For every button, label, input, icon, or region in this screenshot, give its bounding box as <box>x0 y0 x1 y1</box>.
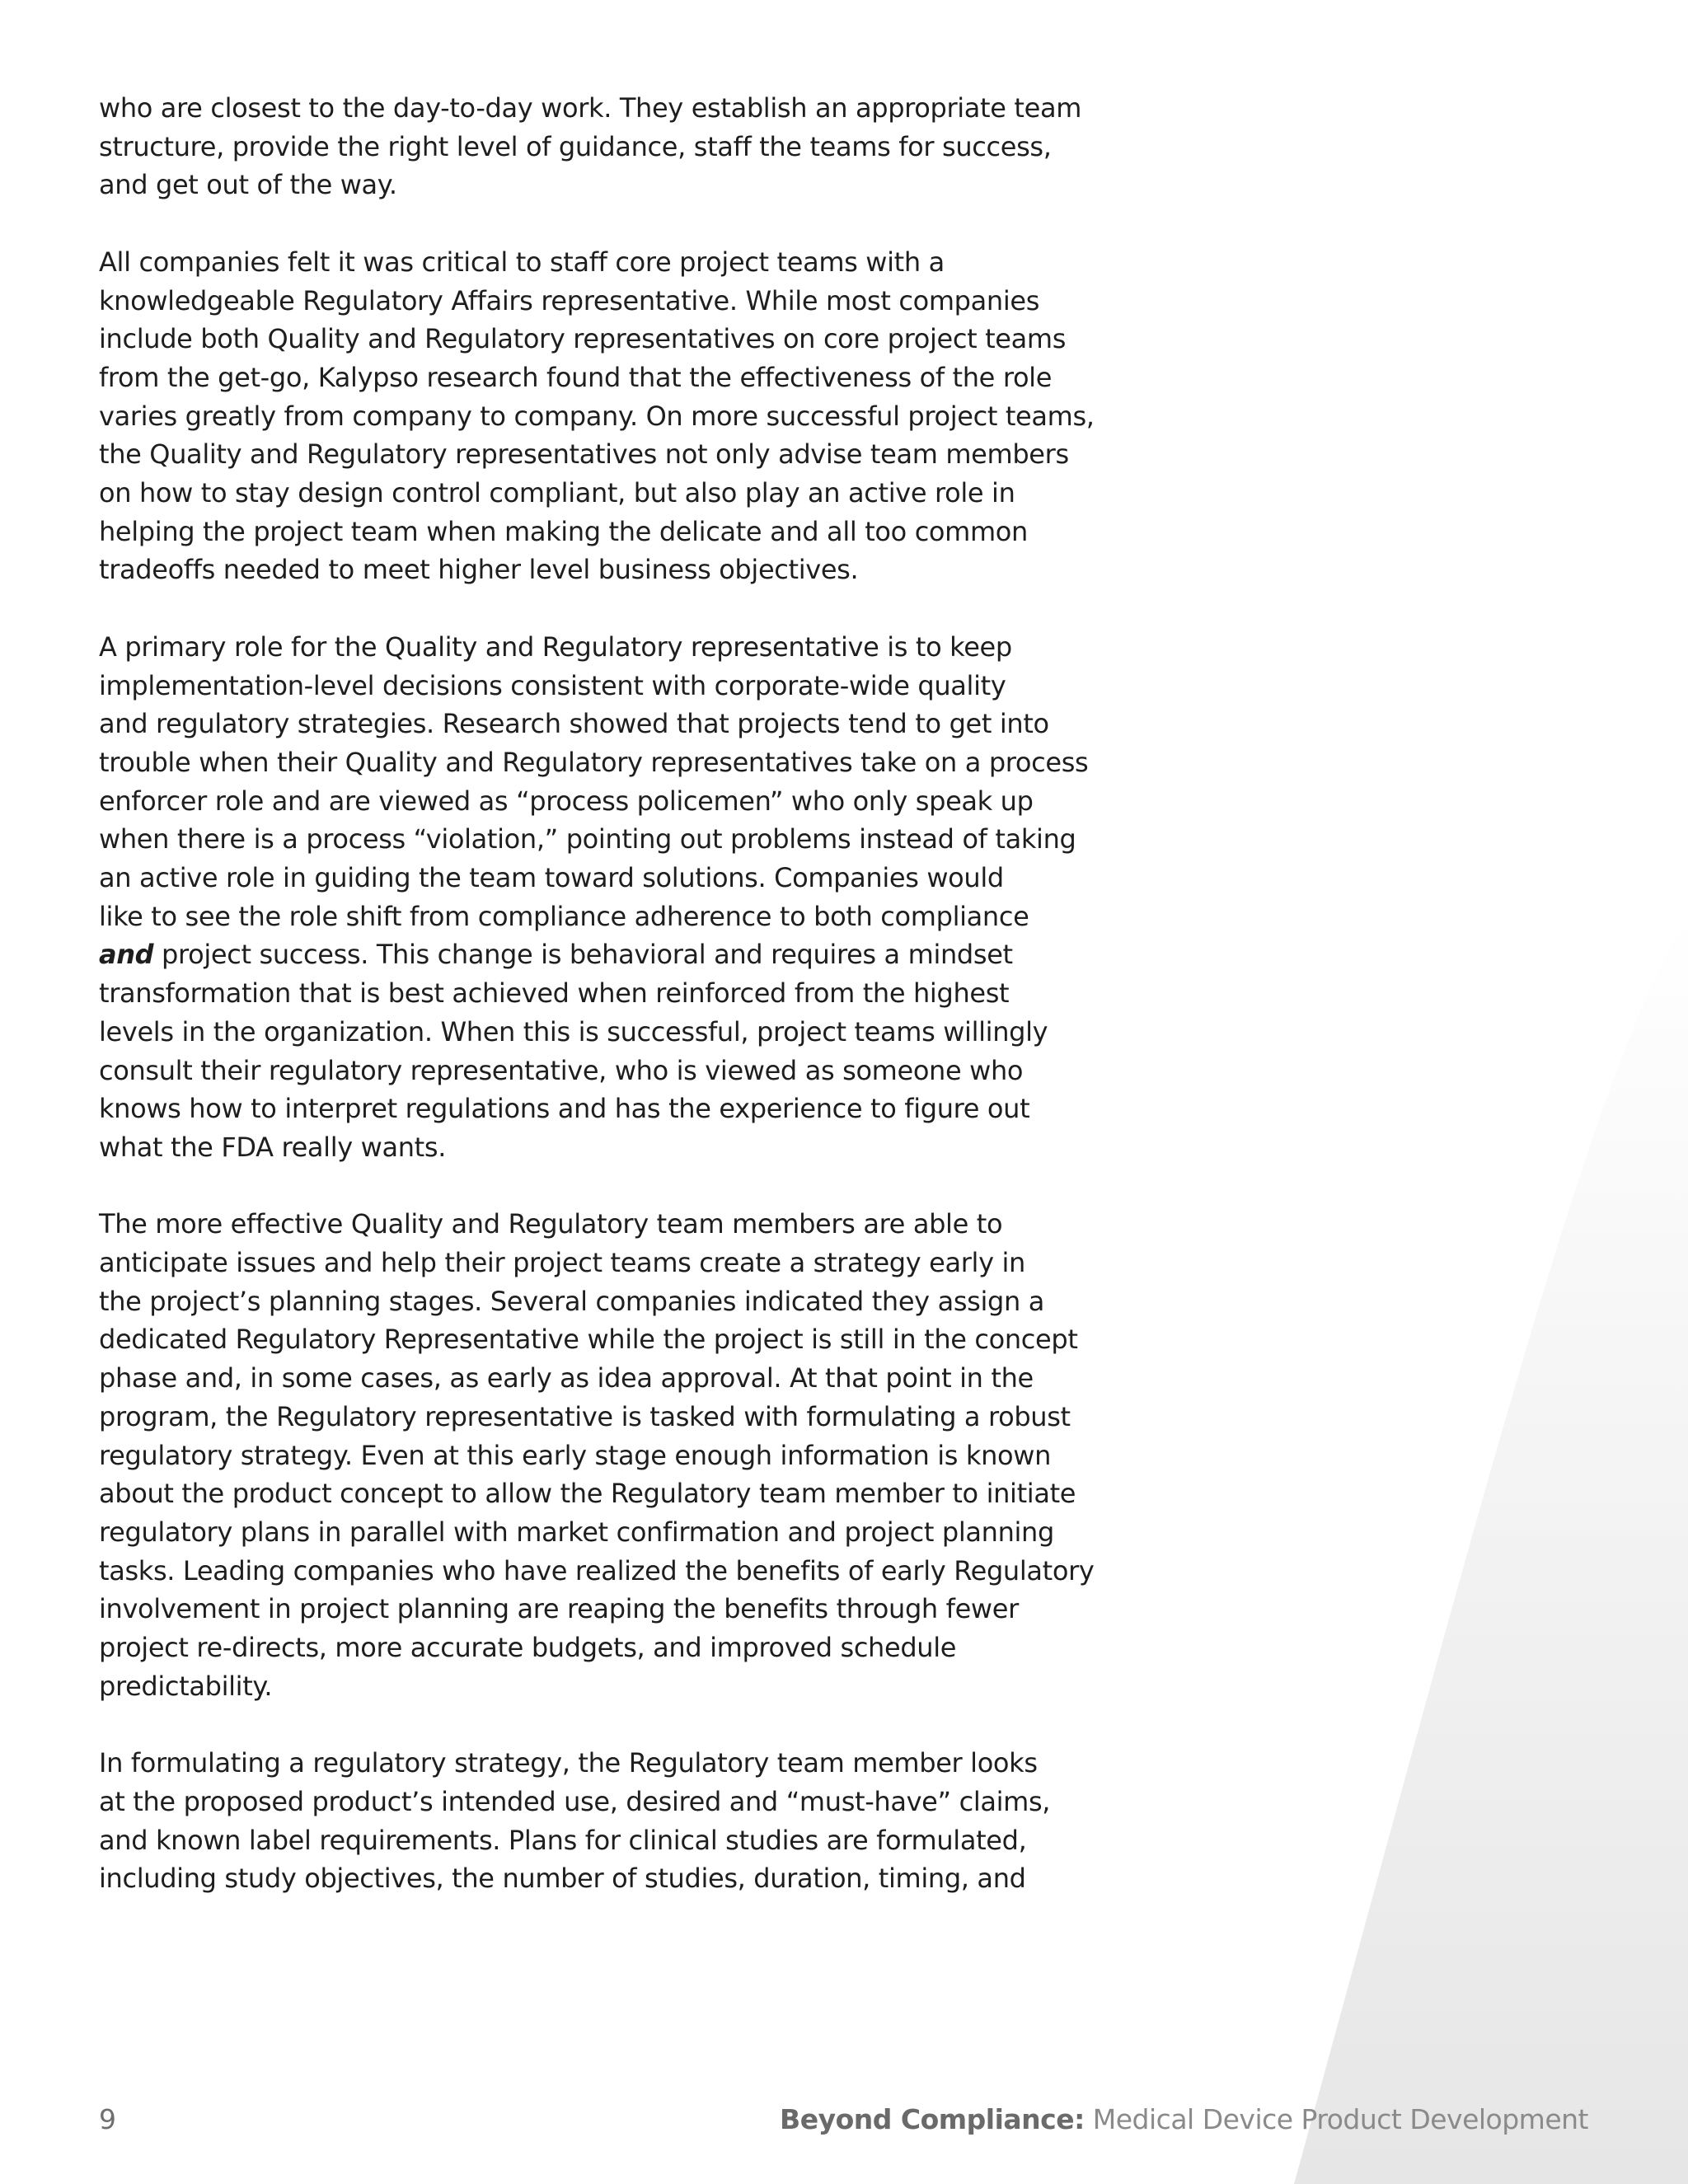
text-line: who are closest to the day-to-day work. They establish an appropriate team <box>99 92 1082 124</box>
text-line: tasks. Leading companies who have realized the benefits of early Regulatory <box>99 1554 1095 1586</box>
text-line: knows how to interpret regulations and has the experience to figure out <box>99 1093 1030 1125</box>
text-line: from the get-go, Kalypso research found that the effectiveness of the role <box>99 361 1053 393</box>
text-line: about the product concept to allow the Regulatory team member to initiate <box>99 1478 1076 1510</box>
emphasis-line-rest: project success. This change is behavioral and requires a mindset <box>153 939 1013 971</box>
text-line: A primary role for the Quality and Regulatory representative is to keep <box>99 630 1012 663</box>
text-line: and regulatory strategies. Research showed that projects tend to get into <box>99 708 1049 740</box>
text-line: helping the project team when making the delicate and all too common <box>99 515 1028 547</box>
paragraph <box>99 1744 1100 1898</box>
text-line: phase and, in some cases, as early as idea approval. At that point in the <box>99 1362 1034 1394</box>
paragraph <box>99 89 1100 204</box>
document-title <box>780 2103 1588 2135</box>
text-line: program, the Regulatory representative is tasked with formulating a robust <box>99 1400 1071 1432</box>
text-line: All companies felt it was critical to staff core project teams with a <box>99 246 945 278</box>
text-line: on how to stay design control compliant, but also play an active role in <box>99 477 1015 509</box>
text-line: knowledgeable Regulatory Affairs representative. While most companies <box>99 284 1040 316</box>
text-line: varies greatly from company to company. On more successful project teams, <box>99 400 1095 432</box>
text-line: when there is a process “violation,” pointing out problems instead of taking <box>99 823 1076 855</box>
text-line: levels in the organization. When this is successful, project teams willingly <box>99 1015 1048 1047</box>
text-line: and known label requirements. Plans for clinical studies are formulated, <box>99 1824 1027 1856</box>
text-line: like to see the role shift from compliance adherence to both compliance <box>99 900 1029 932</box>
emphasis-word: and <box>99 939 154 971</box>
document-title-lead: Beyond Compliance: <box>780 2103 1085 2135</box>
paragraph <box>99 628 1100 1167</box>
paragraph <box>99 243 1100 589</box>
text-line: project re-directs, more accurate budgets, and improved schedule <box>99 1632 957 1664</box>
text-line: at the proposed product’s intended use, desired and “must-have” claims, <box>99 1785 1051 1817</box>
text-line: including study objectives, the number of studies, duration, timing, and <box>99 1863 1026 1895</box>
text-line: regulatory strategy. Even at this early stage enough information is known <box>99 1439 1051 1471</box>
text-line: enforcer role and are viewed as “process policemen” who only speak up <box>99 785 1034 817</box>
text-line: an active role in guiding the team toward solutions. Companies would <box>99 862 1004 894</box>
text-line: the project’s planning stages. Several companies indicated they assign a <box>99 1285 1045 1317</box>
text-line: trouble when their Quality and Regulatory representatives take on a process <box>99 746 1089 778</box>
text-line: involvement in project planning are reaping the benefits through fewer <box>99 1593 1019 1625</box>
text-line: the Quality and Regulatory representatives not only advise team members <box>99 438 1069 471</box>
text-line: implementation-level decisions consistent with corporate-wide quality <box>99 669 1006 701</box>
text-line: In formulating a regulatory strategy, the Regulatory team member looks <box>99 1747 1038 1779</box>
text-line: The more effective Quality and Regulatory team members are able to <box>99 1208 1003 1240</box>
text-line: tradeoffs needed to meet higher level business objectives. <box>99 554 859 586</box>
text-line: and get out of the way. <box>99 169 397 201</box>
text-line: consult their regulatory representative, who is viewed as someone who <box>99 1054 1024 1086</box>
emphasis-line <box>99 935 1100 974</box>
text-line: include both Quality and Regulatory representatives on core project teams <box>99 323 1067 355</box>
text-line: predictability. <box>99 1670 273 1702</box>
text-line: anticipate issues and help their project teams create a strategy early in <box>99 1247 1025 1279</box>
text-line: structure, provide the right level of guidance, staff the teams for success, <box>99 130 1052 162</box>
text-line: regulatory plans in parallel with market confirmation and project planning <box>99 1516 1054 1548</box>
paragraph <box>99 1205 1100 1705</box>
text-line: transformation that is best achieved when reinforced from the highest <box>99 977 1010 1010</box>
page-number: 9 <box>99 2103 116 2135</box>
text-line: what the FDA really wants. <box>99 1131 447 1163</box>
body-text <box>99 89 1100 1937</box>
text-line: dedicated Regulatory Representative while the project is still in the concept <box>99 1324 1078 1356</box>
document-title-rest: Medical Device Product Development <box>1084 2103 1588 2135</box>
